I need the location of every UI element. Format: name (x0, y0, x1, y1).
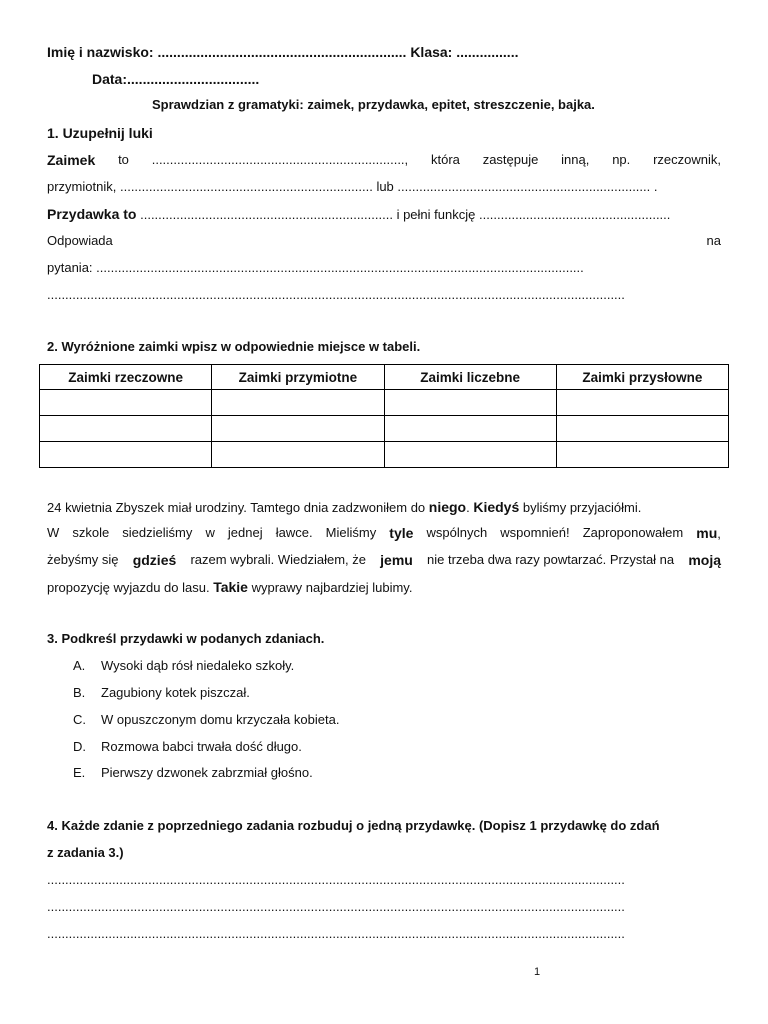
col-przymiotne: Zaimki przymiotne (212, 365, 384, 390)
word-np: np. (612, 152, 631, 167)
text-line4 (47, 579, 412, 596)
page-number: 1 (534, 966, 541, 978)
text-word: w (205, 525, 215, 540)
list-item (73, 658, 294, 674)
list-item (73, 712, 339, 728)
col-rzeczowne: Zaimki rzeczowne (40, 365, 212, 390)
task1-line5 (47, 260, 584, 276)
blank-c[interactable]: ...................................................................... (397, 179, 651, 194)
pronoun-kiedys: Kiedyś (473, 499, 520, 515)
pronoun-moja: moją (688, 552, 721, 568)
date-label: Data: (92, 71, 128, 87)
table-cell[interactable] (40, 442, 212, 468)
worksheet-title: Sprawdzian z gramatyki: zaimek, przydawka, epitet, streszczenie, bajka. (152, 97, 595, 112)
word-ktora: która (430, 152, 460, 167)
pronoun-table (39, 364, 729, 468)
task1-line1 (47, 152, 721, 168)
text-line1 (47, 499, 641, 516)
date-line (92, 71, 259, 87)
word-przymiotnik: przymiotnik, (47, 179, 117, 194)
text-word: wspomnień! (500, 525, 570, 540)
text-fragment: . (466, 500, 474, 515)
pronoun-mu: mu (696, 525, 718, 541)
text-fragment: razem wybrali. Wiedziałem, że (190, 552, 366, 567)
blank-a[interactable]: ......................................................................, (151, 152, 409, 167)
list-item (73, 765, 313, 781)
task4-heading-line1: 4. Każde zdanie z poprzedniego zadania rozbuduj o jedną przydawkę. (Dopisz 1 przydawkę do zdań (47, 818, 660, 833)
text-fragment: propozycję wyjazdu do lasu. (47, 580, 214, 595)
word-lub: lub (376, 179, 394, 194)
table-cell[interactable] (556, 442, 728, 468)
task1-heading: 1. Uzupełnij luki (47, 125, 153, 141)
list-letter: E. (73, 765, 86, 780)
pronoun-jemu: jemu (380, 552, 413, 568)
answer-line[interactable]: ................................................................................................................................................................ (47, 899, 625, 914)
table-row (40, 442, 729, 468)
date-blank[interactable]: .................................. (127, 71, 260, 87)
blank-f[interactable]: ....................................................................................................................................... (96, 260, 584, 275)
list-letter: A. (73, 658, 86, 673)
task3-heading: 3. Podkreśl przydawki w podanych zdaniach. (47, 631, 325, 646)
word-odpowiada: Odpowiada (47, 233, 113, 248)
table-cell[interactable] (384, 390, 556, 416)
task2-heading: 2. Wyróżnione zaimki wpisz w odpowiednie miejsce w tabeli. (47, 339, 421, 354)
word-zastepuje: zastępuje (482, 152, 539, 167)
col-liczebne: Zaimki liczebne (384, 365, 556, 390)
answer-line[interactable]: ................................................................................................................................................................ (47, 926, 625, 941)
word-na: na (706, 233, 721, 248)
col-przyslowne: Zaimki przysłowne (556, 365, 728, 390)
blank-d[interactable]: ...................................................................... (140, 207, 393, 222)
word-zaimek: Zaimek (47, 152, 96, 168)
text-fragment: nie trzeba dwa razy powtarzać. Przystał na (427, 552, 675, 567)
pronoun-niego: niego (428, 499, 467, 515)
task1-line2 (47, 179, 658, 195)
name-blank[interactable]: ................................................................ (157, 44, 407, 60)
class-blank[interactable]: ................ (456, 44, 519, 60)
text-fragment: 24 kwietnia Zbyszek miał urodziny. Tamtego dnia zadzwoniłem do (47, 500, 429, 515)
table-cell[interactable] (556, 416, 728, 442)
table-cell[interactable] (556, 390, 728, 416)
list-item (73, 739, 302, 755)
text-word: Zaproponowałem (582, 525, 684, 540)
text-word: Mieliśmy (325, 525, 377, 540)
table-cell[interactable] (212, 390, 384, 416)
class-label: Klasa: (410, 44, 453, 60)
list-letter: D. (73, 739, 86, 754)
name-line (47, 44, 518, 60)
list-letter: C. (73, 712, 86, 727)
table-cell[interactable] (384, 416, 556, 442)
sentence-text[interactable]: Pierwszy dzwonek zabrzmiał głośno. (101, 765, 313, 780)
table-cell[interactable] (212, 416, 384, 442)
sentence-text[interactable]: Zagubiony kotek piszczał. (101, 685, 250, 700)
table-row (40, 390, 729, 416)
blank-b[interactable]: ...................................................................... (119, 179, 373, 194)
word-pytania: pytania: (47, 260, 93, 275)
text-word: jednej (227, 525, 263, 540)
text-word: siedzieliśmy (122, 525, 193, 540)
word-inna: inną, (561, 152, 590, 167)
word-i-pelni: i pełni funkcję (396, 207, 476, 222)
word-rzeczownik: rzeczownik, (653, 152, 721, 167)
text-fragment: byliśmy przyjaciółmi. (519, 500, 642, 515)
text-line2 (47, 525, 721, 542)
answer-line[interactable]: ................................................................................................................................................................ (47, 872, 625, 887)
task1-line4 (47, 233, 721, 249)
text-fragment: wyprawy najbardziej lubimy. (247, 580, 413, 595)
name-label: Imię i nazwisko: (47, 44, 154, 60)
sentence-text[interactable]: W opuszczonym domu krzyczała kobieta. (101, 712, 340, 727)
list-item (73, 685, 250, 701)
task1-line3 (47, 206, 670, 223)
text-word: , (717, 526, 721, 541)
text-fragment: żebyśmy się (47, 552, 119, 567)
text-word: ławce. (275, 525, 313, 540)
table-cell[interactable] (212, 442, 384, 468)
blank-g[interactable]: ................................................................................................................................................................ (47, 287, 625, 302)
sentence-text[interactable]: Wysoki dąb rósł niedaleko szkoły. (101, 658, 295, 673)
text-word: wspólnych (426, 525, 488, 540)
blank-e[interactable]: ..................................................... (478, 207, 671, 222)
list-letter: B. (73, 685, 86, 700)
text-word: szkole (72, 525, 110, 540)
sentence-text[interactable]: Rozmowa babci trwała dość długo. (101, 739, 302, 754)
pronoun-takie: Takie (213, 579, 248, 595)
table-cell[interactable] (384, 442, 556, 468)
end-dot: . (653, 179, 658, 194)
table-row (40, 416, 729, 442)
task4-heading-line2: z zadania 3.) (47, 845, 124, 860)
text-line3 (47, 552, 721, 568)
text-word: W (47, 525, 60, 540)
table-cell[interactable] (40, 390, 212, 416)
word-to: to (118, 152, 129, 167)
pronoun-tyle: tyle (389, 525, 414, 541)
pronoun-gdzies: gdzieś (132, 552, 177, 568)
table-cell[interactable] (40, 416, 212, 442)
word-przydawka-to: Przydawka to (47, 206, 137, 222)
